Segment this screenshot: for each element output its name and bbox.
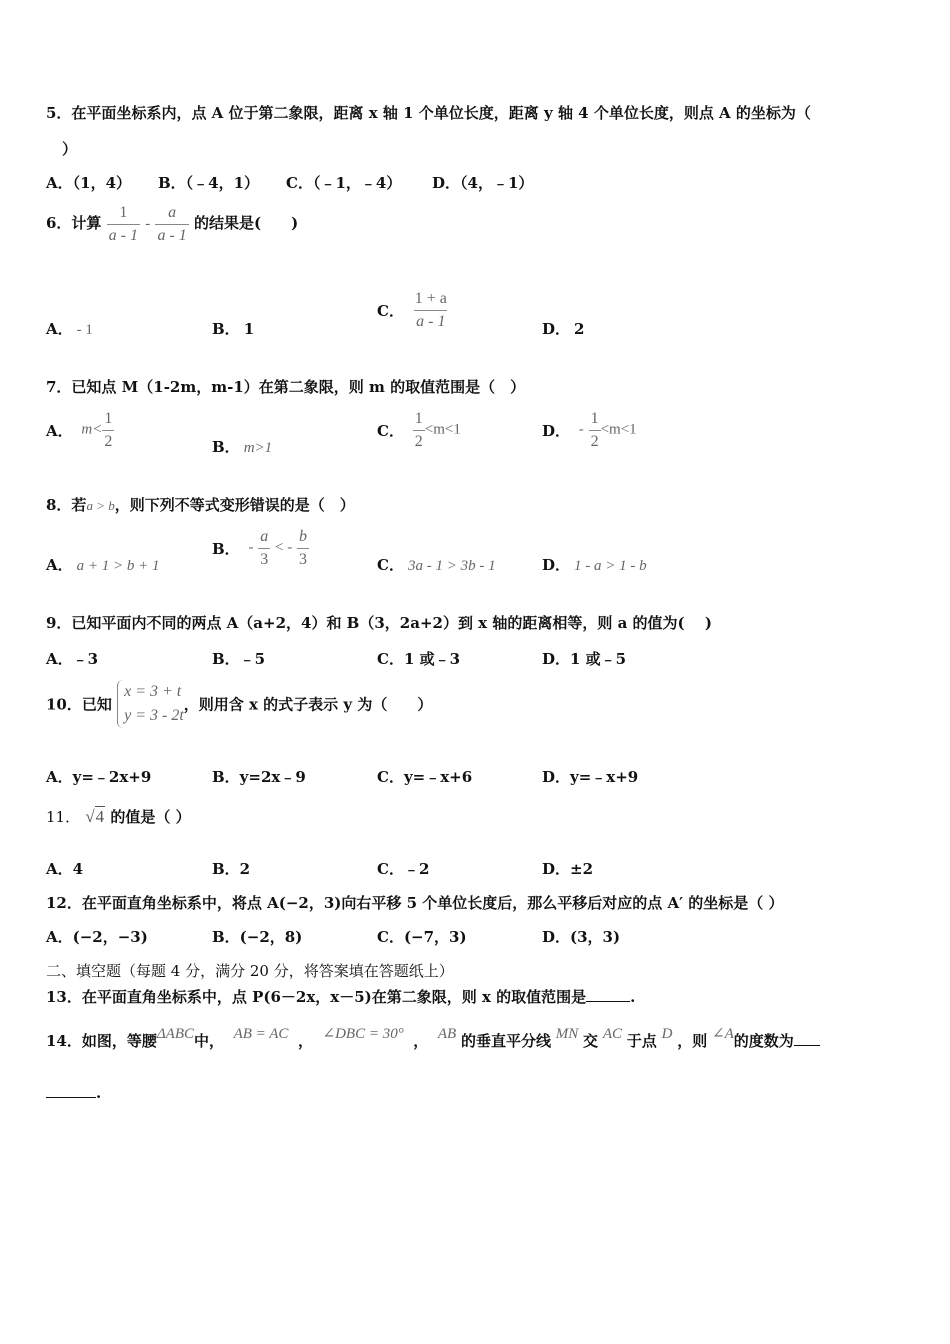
q14-text-1: 中， [194, 1032, 225, 1050]
q14-text-8: 的度数为 [733, 1032, 794, 1050]
q8-option-a-label: A． [46, 556, 73, 574]
q14-segment-ac: AC [602, 1026, 622, 1042]
question-14-number: 14．如图，等腰 [46, 1032, 157, 1050]
q8-option-b-fraction-2 [297, 528, 309, 568]
q6-frac1-denominator: a - 1 [107, 224, 140, 245]
question-12: 12．在平面直角坐标系中，将点 A(−2，3)向右平移 5 个单位长度后，那么平移后对应的点 A′ 的坐标是（ ） [46, 894, 784, 912]
q10-option-d[interactable]: D．y=﹣x+9 [542, 768, 639, 786]
q12-option-a[interactable]: A．(−2，−3) [46, 928, 148, 946]
q7-option-d-prefix: - [578, 421, 584, 438]
q9-option-c[interactable]: C．1 或﹣3 [377, 650, 461, 668]
q5-option-c[interactable]: C．（﹣1，﹣4） [286, 174, 402, 192]
q6-frac1-numerator: 1 [119, 204, 128, 221]
q14-angle-a: ∠A [712, 1026, 734, 1042]
question-13-text: 13．在平面直角坐标系中，点 P(6－2x，x－5)在第二象限，则 x 的取值范围是 [46, 988, 587, 1006]
q8-tail: ，则下列不等式变形错误的是（ ） [114, 496, 355, 514]
q10-equation-1: x = 3 + t [124, 683, 182, 700]
q8-option-b[interactable] [212, 528, 309, 568]
q6-option-d-label: D． [542, 320, 571, 338]
q14-text-4: 的垂直平分线 [460, 1032, 551, 1050]
q12-option-d[interactable]: D．(3，3) [542, 928, 621, 946]
q8-option-b-middle: < - [275, 539, 293, 556]
q8-option-d[interactable] [542, 554, 647, 575]
q9-option-d[interactable]: D．1 或﹣5 [542, 650, 627, 668]
q7-option-b-label: B． [212, 438, 240, 456]
q7-option-d-suffix: <m<1 [600, 421, 637, 438]
q14-answer-blank-1[interactable] [794, 1045, 820, 1046]
q7-option-c-fraction [413, 410, 425, 450]
question-10-number: 10．已知 [46, 695, 112, 714]
q9-option-a[interactable]: A．﹣3 [46, 650, 99, 668]
q11-square-root: √4 [85, 807, 105, 826]
q7-option-c-numerator: 1 [414, 410, 423, 427]
q6-tail: 的结果是( ) [194, 214, 299, 233]
q12-option-c[interactable]: C．(−7，3) [377, 928, 467, 946]
q6-option-d-value: 2 [574, 320, 585, 338]
section-2-heading: 二、填空题（每题 4 分，满分 20 分，将答案填在答题纸上） [46, 962, 454, 980]
q10-equation-system [117, 680, 184, 728]
q8-option-c-value: 3a - 1 > 3b - 1 [407, 558, 496, 574]
q8-option-b-denominator-1: 3 [258, 548, 270, 569]
q7-option-b-value: m>1 [243, 440, 273, 456]
q10-tail: ，则用含 x 的式子表示 y 为（ ） [183, 695, 433, 714]
q14-text-3: ， [413, 1032, 429, 1050]
q5-option-b[interactable]: B．（﹣4，1） [158, 174, 260, 192]
q14-text-2: ， [297, 1032, 313, 1050]
q12-option-b[interactable]: B．(−2，8) [212, 928, 303, 946]
question-11-number: 11． [46, 808, 81, 826]
question-8-number: 8．若 [46, 496, 87, 514]
q7-option-a-label: A． [46, 421, 73, 440]
q6-option-d[interactable] [542, 318, 584, 339]
q7-option-b[interactable] [212, 436, 272, 457]
q6-frac2-denominator: a - 1 [155, 224, 188, 245]
q14-point-d: D [661, 1026, 673, 1042]
q6-option-c-numerator: 1 + a [414, 290, 447, 307]
q8-option-b-fraction-1 [258, 528, 270, 568]
q8-option-c-label: C． [377, 556, 404, 574]
question-14-continued [46, 1084, 101, 1102]
q8-option-b-prefix: - [248, 539, 254, 556]
question-9: 9．已知平面内不同的两点 A（a+2，4）和 B（3，2a+2）到 x 轴的距离相等，则 a 的值为( ) [46, 614, 712, 632]
q6-option-a[interactable] [46, 318, 93, 339]
q10-option-b[interactable]: B．y=2x﹣9 [212, 768, 306, 786]
q8-option-c[interactable] [377, 554, 496, 575]
q6-option-a-value: - 1 [76, 322, 93, 338]
q11-option-c[interactable]: C．﹣2 [377, 860, 430, 878]
q7-option-a-prefix: m< [81, 421, 103, 438]
question-6 [46, 204, 298, 244]
q5-option-d[interactable]: D．（4，﹣1） [432, 174, 534, 192]
q11-option-b[interactable]: B．2 [212, 860, 251, 878]
q11-radicand: 4 [95, 807, 105, 826]
q6-option-b[interactable] [212, 318, 254, 339]
q14-segment-ab: AB [437, 1026, 457, 1042]
q9-option-b[interactable]: B．﹣5 [212, 650, 266, 668]
q6-option-c-denominator: a - 1 [414, 310, 447, 331]
q7-option-a[interactable] [46, 410, 114, 450]
q6-option-c[interactable] [377, 290, 449, 330]
q6-option-c-fraction [413, 290, 449, 330]
q10-option-c[interactable]: C．y=﹣x+6 [377, 768, 473, 786]
q14-text-6: 于点 [626, 1032, 657, 1050]
q7-option-a-fraction [102, 410, 114, 450]
q7-option-a-numerator: 1 [104, 410, 113, 427]
q6-option-c-label: C． [377, 301, 404, 320]
q6-option-b-value: 1 [243, 320, 255, 338]
question-14 [46, 1026, 820, 1051]
q6-fraction-1 [107, 204, 140, 244]
q8-option-b-label: B． [212, 539, 240, 558]
q11-option-a[interactable]: A．4 [46, 860, 84, 878]
q14-text-7: ，则 [677, 1032, 708, 1050]
q8-option-b-numerator-2: b [299, 528, 308, 545]
q11-option-d[interactable]: D．±2 [542, 860, 594, 878]
q13-answer-blank[interactable] [586, 1001, 630, 1002]
question-5 [46, 102, 811, 123]
q6-minus: - [145, 216, 151, 233]
q14-triangle: ΔABC [156, 1026, 195, 1042]
question-7: 7．已知点 M（1-2m，m-1）在第二象限，则 m 的取值范围是（ ） [46, 378, 526, 396]
q10-equation-2: y = 3 - 2t [124, 707, 184, 724]
question-8 [46, 494, 355, 515]
q6-option-a-label: A． [46, 320, 73, 338]
q6-option-b-label: B． [212, 320, 240, 338]
q8-option-d-label: D． [542, 556, 571, 574]
q8-option-d-value: 1 - a > 1 - b [574, 558, 647, 574]
q7-option-c-denominator: 2 [413, 430, 425, 451]
q7-option-d[interactable] [542, 410, 637, 450]
q8-option-b-denominator-2: 3 [297, 548, 309, 569]
question-5-text: 5．在平面坐标系内，点 A 位于第二象限，距离 x 轴 1 个单位长度，距离 y 轴 4 个单位长度，则点 A 的坐标为（ [46, 104, 811, 122]
q6-fraction-2 [155, 204, 188, 244]
q11-tail: 的值是（ ） [110, 808, 191, 826]
q10-option-a[interactable]: A．y=﹣2x+9 [46, 768, 152, 786]
q7-option-d-label: D． [542, 421, 571, 440]
q5-option-a[interactable]: A．（1，4） [46, 174, 132, 192]
q14-line-mn: MN [555, 1026, 579, 1042]
question-5-text-end: ） [62, 140, 78, 158]
q7-option-d-denominator: 2 [589, 430, 601, 451]
q7-option-c-label: C． [377, 421, 404, 440]
question-11 [46, 806, 191, 827]
q13-tail: . [630, 988, 636, 1006]
q14-text-5: 交 [583, 1032, 599, 1050]
q8-option-a[interactable] [46, 554, 160, 575]
q14-tail: . [96, 1084, 102, 1102]
q7-option-d-numerator: 1 [590, 410, 599, 427]
question-10 [46, 680, 432, 728]
q14-equation-1: AB = AC [233, 1026, 289, 1042]
q8-option-a-value: a + 1 > b + 1 [76, 558, 160, 574]
q7-option-d-fraction [589, 410, 601, 450]
q7-option-a-denominator: 2 [102, 430, 114, 451]
q6-frac2-numerator: a [168, 204, 177, 221]
question-6-number: 6．计算 [46, 214, 102, 233]
q14-answer-blank-2[interactable] [46, 1097, 96, 1098]
q14-equation-2: ∠DBC = 30° [322, 1026, 404, 1042]
q7-option-c-suffix: <m<1 [424, 421, 461, 438]
q8-option-b-numerator-1: a [260, 528, 269, 545]
question-13 [46, 986, 635, 1007]
q8-condition: a > b [86, 498, 115, 513]
q7-option-c[interactable] [377, 410, 461, 450]
